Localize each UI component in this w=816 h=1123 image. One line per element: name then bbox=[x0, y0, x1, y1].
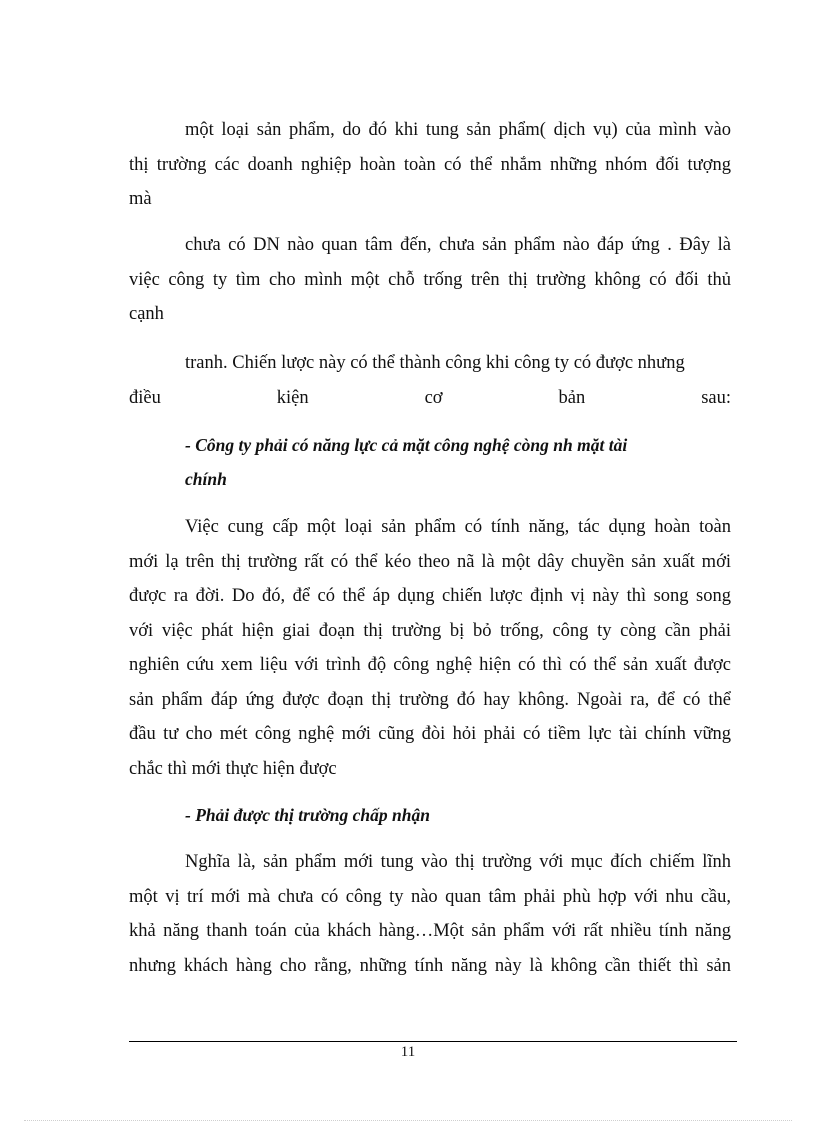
section-heading-1 bbox=[185, 428, 627, 496]
paragraph-line: Việc cung cấp một loại sản phẩm có tính năng, tác dụng hoàn toàn bbox=[185, 517, 731, 537]
paragraph-line-spaced bbox=[129, 381, 731, 416]
paragraph-line: với việc phát hiện giai đoạn thị trường bị bỏ trống, công ty còng cần phải bbox=[129, 620, 731, 641]
paragraph-line: đầu tư cho mét công nghệ mới cũng đòi hỏi phải có tiềm lực tài chính vững bbox=[129, 724, 731, 744]
paragraph-line: chưa có DN nào quan tâm đến, chưa sản phẩm nào đáp ứng . Đây là bbox=[185, 235, 731, 255]
paragraph-line: tranh. Chiến lược này có thể thành công khi công ty có được nhưng bbox=[185, 353, 685, 373]
paragraph-line: thị trường các doanh nghiệp hoàn toàn có thể nhắm những nhóm đối tượng bbox=[129, 154, 731, 175]
paragraph-line: được ra đời. Do đó, để có thể áp dụng chiến lược định vị này thì song song bbox=[129, 586, 731, 606]
page-bottom-edge bbox=[24, 1120, 792, 1121]
paragraph-line: nghiên cứu xem liệu với trình độ công nghệ hiện có thì có thể sản xuất được bbox=[129, 655, 731, 675]
paragraph-line: chắc thì mới thực hiện được bbox=[129, 758, 337, 779]
paragraph-line: khả năng thanh toán của khách hàng…Một sản phẩm với rất nhiều tính năng bbox=[129, 921, 731, 941]
paragraph-4 bbox=[129, 510, 731, 786]
paragraph-2 bbox=[129, 228, 731, 332]
paragraph-line: cạnh bbox=[129, 304, 164, 324]
paragraph-line: nhưng khách hàng cho rằng, những tính năng này là không cần thiết thì sản bbox=[129, 955, 731, 976]
paragraph-1 bbox=[129, 113, 731, 217]
paragraph-line: một loại sản phẩm, do đó khi tung sản phẩm( dịch vụ) của mình vào bbox=[185, 120, 731, 140]
heading-line: chính bbox=[185, 469, 227, 489]
paragraph-line: sản phẩm đáp ứng được đoạn thị trường đó hay không. Ngoài ra, để có thể bbox=[129, 689, 731, 710]
page-number: 11 bbox=[400, 1044, 416, 1060]
paragraph-line: một vị trí mới mà chưa có công ty nào quan tâm phải phù hợp với nhu cầu, bbox=[129, 886, 731, 907]
paragraph-line: Nghĩa là, sản phẩm mới tung vào thị trường với mục đích chiếm lĩnh bbox=[185, 852, 731, 872]
paragraph-line: mới lạ trên thị trường rất có thể kéo theo nã là một dây chuyền sản xuất mới bbox=[129, 551, 731, 572]
paragraph-5 bbox=[129, 845, 731, 983]
paragraph-line: việc công ty tìm cho mình một chỗ trống trên thị trường không có đối thủ bbox=[129, 269, 731, 290]
paragraph-3 bbox=[129, 346, 731, 415]
paragraph-line: mà bbox=[129, 189, 152, 209]
heading-line: - Công ty phải có năng lực cả mặt công nghệ còng nh mặt tài bbox=[185, 435, 628, 455]
footer-divider bbox=[129, 1041, 737, 1042]
spaced-words: điều kiện cơ bản sau: bbox=[129, 387, 731, 408]
section-heading-2: - Phải được thị trường chấp nhận bbox=[185, 805, 430, 825]
